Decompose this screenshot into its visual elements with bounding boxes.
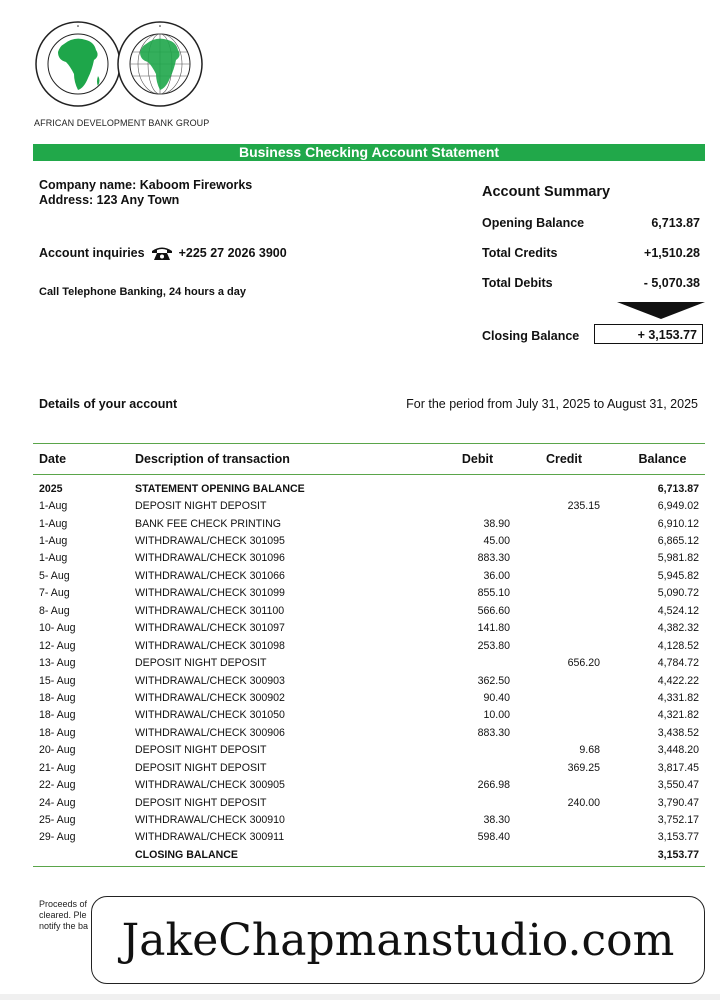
cell-date: 1-Aug <box>39 500 68 513</box>
cell-balance: 5,090.72 <box>657 587 699 600</box>
table-row <box>33 811 705 828</box>
cell-balance: 4,382.32 <box>657 622 699 635</box>
cell-description: WITHDRAWAL/CHECK 300906 <box>135 726 285 739</box>
statement-title: Business Checking Account Statement <box>33 144 705 161</box>
table-row <box>33 742 705 759</box>
cell-balance: 3,790.47 <box>657 796 699 809</box>
cell-balance: 4,524.12 <box>657 604 699 617</box>
cell-debit: 36.00 <box>483 569 510 582</box>
telephone-banking-note: Call Telephone Banking, 24 hours a day <box>39 286 247 298</box>
watermark-banner: JakeChapmanstudio.com <box>91 896 705 984</box>
cell-date: 1-Aug <box>39 535 68 548</box>
cell-debit: 253.80 <box>477 639 510 652</box>
cell-date: 29- Aug <box>39 831 76 844</box>
cell-description: DEPOSIT NIGHT DEPOSIT <box>135 761 267 774</box>
total-debits-label: Total Debits <box>482 276 553 290</box>
table-row <box>33 707 705 724</box>
cell-balance: 3,550.47 <box>657 779 699 792</box>
cell-credit: 369.25 <box>567 761 600 774</box>
table-row <box>33 620 705 637</box>
company-address: Address: 123 Any Town <box>39 193 180 207</box>
cell-description: DEPOSIT NIGHT DEPOSIT <box>135 744 267 757</box>
cell-date: 25- Aug <box>39 814 76 827</box>
total-credits-label: Total Credits <box>482 246 558 260</box>
table-row <box>33 550 705 567</box>
cell-debit: 883.30 <box>477 726 510 739</box>
cell-date: 18- Aug <box>39 726 76 739</box>
cell-date: 2025 <box>39 482 63 495</box>
closing-balance-label: Closing Balance <box>482 329 580 343</box>
cell-debit: 598.40 <box>477 831 510 844</box>
transactions-table <box>33 443 705 867</box>
cell-date: 18- Aug <box>39 709 76 722</box>
cell-description: STATEMENT OPENING BALANCE <box>135 482 305 495</box>
footer-note-line: Proceeds of <box>39 899 88 909</box>
table-row <box>33 689 705 706</box>
cell-description: WITHDRAWAL/CHECK 300911 <box>135 831 285 844</box>
total-credits-value: +1,510.28 <box>644 246 700 260</box>
cell-debit: 90.40 <box>483 691 510 704</box>
header-description: Description of transaction <box>135 452 290 466</box>
cell-description: DEPOSIT NIGHT DEPOSIT <box>135 796 267 809</box>
cell-balance: 5,981.82 <box>657 552 699 565</box>
total-debits-value: - 5,070.38 <box>643 276 700 290</box>
cell-balance: 3,153.77 <box>657 831 699 844</box>
cell-description: WITHDRAWAL/CHECK 300902 <box>135 691 285 704</box>
table-row <box>33 532 705 549</box>
table-row <box>33 480 705 497</box>
company-block <box>39 178 252 208</box>
cell-description: WITHDRAWAL/CHECK 301095 <box>135 535 285 548</box>
cell-balance: 3,817.45 <box>657 761 699 774</box>
header-debit: Debit <box>461 452 494 466</box>
cell-date: 10- Aug <box>39 622 76 635</box>
cell-balance: 5,945.82 <box>657 569 699 582</box>
closing-balance-value: + 3,153.77 <box>594 324 703 344</box>
inquiries-label: Account inquiries <box>39 246 145 260</box>
header-balance: Balance <box>638 452 687 466</box>
group-name: AFRICAN DEVELOPMENT BANK GROUP <box>34 118 210 128</box>
cell-balance: 3,752.17 <box>657 814 699 827</box>
footer-note-line: notify the ba <box>39 921 89 931</box>
table-row <box>33 637 705 654</box>
cell-description: WITHDRAWAL/CHECK 301096 <box>135 552 285 565</box>
header-credit: Credit <box>545 452 583 466</box>
cell-date: 12- Aug <box>39 639 76 652</box>
cell-credit: 240.00 <box>567 796 600 809</box>
table-row <box>33 497 705 514</box>
table-row <box>33 724 705 741</box>
cell-description: CLOSING BALANCE <box>135 848 238 861</box>
down-arrow-icon <box>617 302 705 319</box>
cell-date: 18- Aug <box>39 691 76 704</box>
cell-date: 8- Aug <box>39 604 70 617</box>
telephone-icon <box>151 245 173 261</box>
table-body <box>33 475 705 866</box>
cell-balance: 3,153.77 <box>657 848 699 861</box>
cell-description: DEPOSIT NIGHT DEPOSIT <box>135 657 267 670</box>
table-row <box>33 759 705 776</box>
cell-debit: 362.50 <box>477 674 510 687</box>
cell-date: 15- Aug <box>39 674 76 687</box>
cell-description: WITHDRAWAL/CHECK 301097 <box>135 622 285 635</box>
table-row <box>33 602 705 619</box>
cell-date: 5- Aug <box>39 569 70 582</box>
cell-description: WITHDRAWAL/CHECK 301099 <box>135 587 285 600</box>
cell-debit: 141.80 <box>477 622 510 635</box>
header-date: Date <box>39 452 67 466</box>
summary-debits-row <box>482 276 700 290</box>
table-row <box>33 585 705 602</box>
cell-description: WITHDRAWAL/CHECK 300903 <box>135 674 285 687</box>
cell-date: 22- Aug <box>39 779 76 792</box>
cell-balance: 3,438.52 <box>657 726 699 739</box>
cell-debit: 883.30 <box>477 552 510 565</box>
cell-description: WITHDRAWAL/CHECK 300910 <box>135 814 285 827</box>
table-row <box>33 776 705 793</box>
cell-debit: 10.00 <box>483 709 510 722</box>
cell-description: WITHDRAWAL/CHECK 301100 <box>135 604 285 617</box>
cell-date: 21- Aug <box>39 761 76 774</box>
cell-debit: 266.98 <box>477 779 510 792</box>
cell-balance: 6,713.87 <box>657 482 699 495</box>
bank-logos <box>34 20 204 112</box>
page-bottom-strip <box>0 994 720 1000</box>
statement-period: For the period from July 31, 2025 to August 31, 2025 <box>406 397 698 411</box>
table-row <box>33 794 705 811</box>
cell-balance: 4,321.82 <box>657 709 699 722</box>
table-row <box>33 567 705 584</box>
details-label: Details of your account <box>39 397 178 411</box>
cell-balance: 4,331.82 <box>657 691 699 704</box>
account-inquiries <box>39 245 287 261</box>
table-header <box>33 444 705 475</box>
table-row <box>33 672 705 689</box>
cell-balance: 4,422.22 <box>657 674 699 687</box>
table-row <box>33 846 705 863</box>
table-row <box>33 829 705 846</box>
cell-debit: 45.00 <box>483 535 510 548</box>
opening-balance-label: Opening Balance <box>482 216 585 230</box>
company-name: Company name: Kaboom Fireworks <box>39 178 253 192</box>
cell-balance: 6,949.02 <box>657 500 699 513</box>
cell-credit: 235.15 <box>567 500 600 513</box>
cell-credit: 656.20 <box>567 657 600 670</box>
table-row <box>33 654 705 671</box>
cell-description: WITHDRAWAL/CHECK 301050 <box>135 709 285 722</box>
cell-date: 24- Aug <box>39 796 76 809</box>
cell-date: 1-Aug <box>39 552 68 565</box>
cell-description: WITHDRAWAL/CHECK 301066 <box>135 569 285 582</box>
summary-credits-row <box>482 246 700 260</box>
opening-balance-value: 6,713.87 <box>651 216 700 230</box>
cell-date: 1-Aug <box>39 517 68 530</box>
cell-date: 7- Aug <box>39 587 70 600</box>
cell-debit: 566.60 <box>477 604 510 617</box>
account-summary-title: Account Summary <box>482 184 611 200</box>
cell-debit: 38.30 <box>483 814 510 827</box>
cell-balance: 4,128.52 <box>657 639 699 652</box>
cell-credit: 9.68 <box>579 744 600 757</box>
summary-opening-row <box>482 216 700 230</box>
inquiries-phone: +225 27 2026 3900 <box>178 246 287 260</box>
cell-date: 13- Aug <box>39 657 76 670</box>
cell-balance: 3,448.20 <box>657 744 699 757</box>
footer-note-line: cleared. Ple <box>39 910 87 920</box>
cell-description: WITHDRAWAL/CHECK 301098 <box>135 639 285 652</box>
cell-date: 20- Aug <box>39 744 76 757</box>
cell-description: WITHDRAWAL/CHECK 300905 <box>135 779 285 792</box>
cell-debit: 855.10 <box>477 587 510 600</box>
cell-description: DEPOSIT NIGHT DEPOSIT <box>135 500 267 513</box>
table-row <box>33 515 705 532</box>
cell-balance: 6,865.12 <box>657 535 699 548</box>
afdb-logo-icon <box>34 20 204 112</box>
cell-balance: 6,910.12 <box>657 517 699 530</box>
cell-debit: 38.90 <box>483 517 510 530</box>
cell-description: BANK FEE CHECK PRINTING <box>135 517 281 530</box>
cell-balance: 4,784.72 <box>657 657 699 670</box>
